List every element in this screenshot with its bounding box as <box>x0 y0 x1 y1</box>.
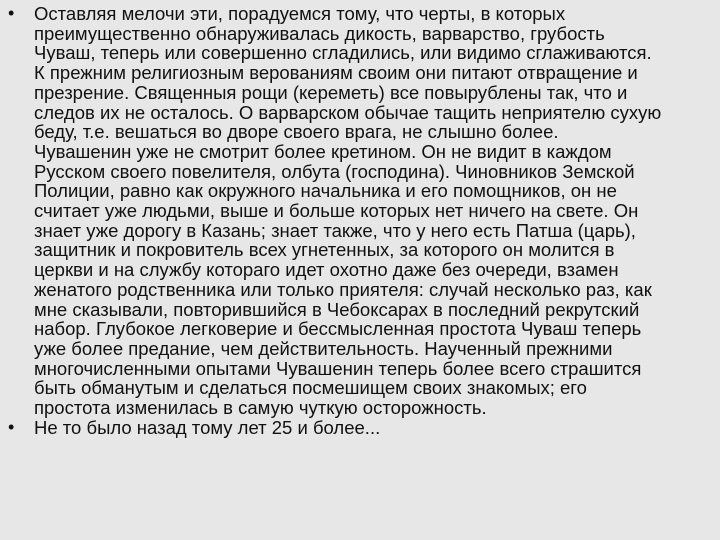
paragraph-line: Русском своего повелителя, олбута (господина). Чиновников Земской <box>34 160 635 182</box>
paragraph-line: Не то было назад тому лет 25 и более... <box>34 416 381 438</box>
paragraph-line: К прежним религиозным верованиям своим они питают отвращение и <box>34 62 638 84</box>
bullet-list <box>0 4 720 437</box>
paragraph-line: считает уже людьми, выше и больше которых нет ничего на свете. Он <box>34 200 639 222</box>
paragraph-line: следов их не осталось. О варварском обычае тащить неприятелю сухую <box>34 101 662 123</box>
paragraph-line: быть обманутым и сделаться посмешищем своих знакомых; его <box>34 377 587 399</box>
paragraph-line: многочисленными опытами Чувашенин теперь более всего страшится <box>34 357 642 379</box>
paragraph-line: уже более предание, чем действительность. Наученный прежними <box>34 337 613 359</box>
paragraph-line: мне сказывали, повторившийся в Чебоксарах в последний рекрутский <box>34 298 640 320</box>
bullet-marker: • <box>8 3 15 23</box>
paragraph-line: беду, т.е. вешаться во дворе своего врага, не слышно более. <box>34 121 559 143</box>
bullet-item-2 <box>0 418 720 438</box>
paragraph-line: Оставляя мелочи эти, порадуемся тому, что черты, в которых <box>34 3 566 24</box>
paragraph-line: защитник и покровитель всех угнетенных, за которого он молится в <box>34 239 615 261</box>
bullet-marker: • <box>8 416 15 437</box>
paragraph-line: Полиции, равно как окружного начальника и его помощников, он не <box>34 180 617 202</box>
paragraph-line: Чуваш, теперь или совершенно сгладились, или видимо сглаживаются. <box>34 42 652 64</box>
paragraph-line: презрение. Священныя рощи (кереметь) все повырублены так, что и <box>34 81 628 103</box>
paragraph-line: Чувашенин уже не смотрит более кретином. Он не видит в каждом <box>34 140 612 162</box>
paragraph-line: церкви и на службу котораго идет охотно даже без очереди, взамен <box>34 259 619 281</box>
bullet-item-1 <box>0 4 720 418</box>
paragraph-line: знает уже дорогу в Казань; знает также, что у него есть Патша (царь), <box>34 219 636 241</box>
paragraph-line: простота изменилась в самую чуткую осторожность. <box>34 397 487 419</box>
paragraph-line: набор. Глубокое легковерие и бессмысленная простота Чуваш теперь <box>34 318 642 340</box>
paragraph-line: преимущественно обнаруживалась дикость, варварство, грубость <box>34 22 605 44</box>
paragraph-line: женатого родственника или только приятеля: случай несколько раз, как <box>34 278 652 300</box>
